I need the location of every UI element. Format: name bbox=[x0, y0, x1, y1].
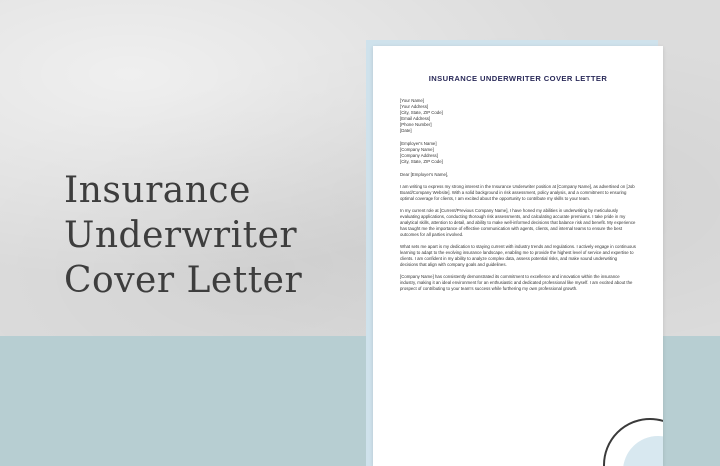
recipient-line: [Company Address] bbox=[400, 153, 438, 158]
headline-line-2: Underwriter bbox=[64, 215, 298, 256]
salutation: Dear [Employer's Name], bbox=[400, 172, 449, 177]
decorative-arc bbox=[603, 418, 663, 466]
body-paragraph-1: I am writing to express my strong interest in the Insurance Underwriter position at [Company Name], as advertised on [Job Board/Company Website]. With a solid background in risk assessment, policy analysis, and a commitment to ensuring optimal coverage for clients, I am excited about the opportunity to contribute my skills to your team. bbox=[400, 184, 635, 201]
sender-line: [City, State, ZIP Code] bbox=[400, 110, 443, 115]
letter-title: INSURANCE UNDERWRITER COVER LETTER bbox=[428, 74, 608, 83]
letter-body bbox=[400, 98, 636, 298]
sender-line: [Phone Number] bbox=[400, 122, 432, 127]
body-paragraph-2: In my current role at [Current/Previous Company Name], I have honed my abilities in underwriting by meticulously evaluating applications, conducting thorough risk assessments, and calculating accurate premiums. I take pride in my analytical skills, attention to detail, and ability to make well-informed decisions that balance risk and benefit. My experience has taught me the importance of effective communication with agents, clients, and internal teams to ensure the best outcomes for all parties involved. bbox=[400, 208, 636, 237]
recipient-line: [City, State, ZIP Code] bbox=[400, 159, 443, 164]
recipient-line: [Company Name] bbox=[400, 147, 434, 152]
recipient-block bbox=[400, 141, 636, 165]
headline-line-3: Cover Letter bbox=[64, 260, 303, 301]
recipient-line: [Employer's Name] bbox=[400, 141, 437, 146]
body-paragraph-3: What sets me apart is my dedication to staying current with industry trends and regulations. I actively engage in continuous learning to adapt to the evolving insurance landscape, enabling me to provide the highest level of service and expertise to clients. I am confident in my ability to analyze complex data, assess potential risks, and make sound underwriting decisions that align with company goals and guidelines. bbox=[400, 244, 636, 267]
sender-line: [Date] bbox=[400, 128, 412, 133]
sender-line: [Your Address] bbox=[400, 104, 429, 109]
page-headline bbox=[64, 168, 302, 303]
sender-block bbox=[400, 98, 636, 134]
sender-line: [Your Name] bbox=[400, 98, 424, 103]
headline-line-1: Insurance bbox=[64, 170, 251, 211]
sender-line: [Email Address] bbox=[400, 116, 431, 121]
letter-document bbox=[373, 46, 663, 466]
body-paragraph-4: [Company Name] has consistently demonstrated its commitment to excellence and innovation within the insurance industry, making it an ideal environment for an enthusiastic and dedicated professional like myself. I am excited about the prospect of contributing to your team's success while furthering my own professional growth. bbox=[400, 274, 633, 291]
